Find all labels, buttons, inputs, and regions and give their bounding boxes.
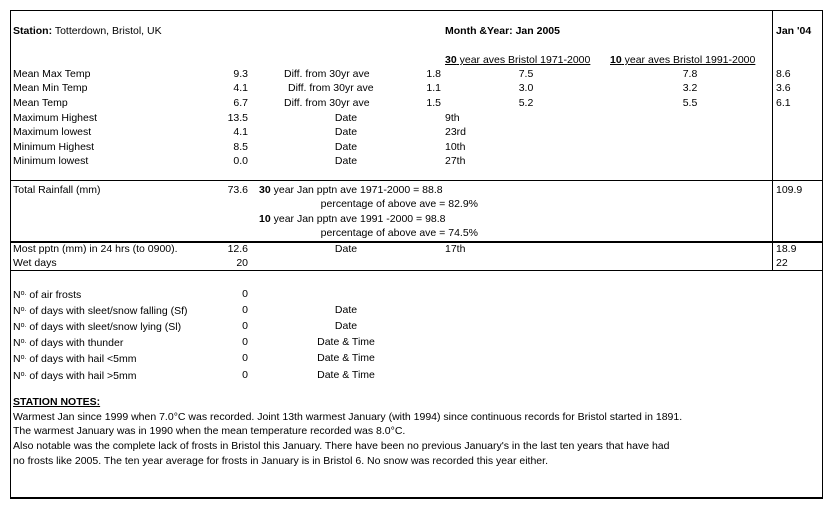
extreme-date-label: Date xyxy=(334,126,358,138)
extreme-date-label: Date xyxy=(334,155,358,167)
month-year: Month &Year: Jan 2005 xyxy=(445,25,560,37)
rainfall-prev: 109.9 xyxy=(776,184,803,196)
frame-left xyxy=(10,10,11,499)
temp-diff: 1.8 xyxy=(426,68,441,80)
divider-after-wetdays xyxy=(10,270,823,271)
divider-after-temps xyxy=(10,180,823,181)
temp-ave10: 7.8 xyxy=(682,68,698,80)
temp-diff-label: Diff. from 30yr ave xyxy=(284,68,370,80)
most-pptn-value: 12.6 xyxy=(227,243,248,255)
extreme-date-label: Date xyxy=(334,141,358,153)
extreme-date-label: Date xyxy=(334,112,358,124)
temp-value: 6.7 xyxy=(233,97,248,109)
extreme-value: 4.1 xyxy=(233,126,248,138)
wet-days-value: 20 xyxy=(236,257,248,269)
temp-ave30: 7.5 xyxy=(518,68,534,80)
count-date-label: Date & Time xyxy=(317,336,375,348)
count-date-label: Date & Time xyxy=(317,352,375,364)
extreme-date: 9th xyxy=(445,112,460,124)
count-label: $N^{o.}$ of days with sleet/snow lying (Sl) xyxy=(13,321,182,333)
temp-label: Mean Max Temp xyxy=(13,68,91,80)
station-notes-line: no frosts like 2005. The ten year average for frosts in January is in Bristol 6. No snow was recorded this year either. xyxy=(13,455,548,467)
count-value: 0 xyxy=(242,352,248,364)
temp-ave30: 3.0 xyxy=(518,82,534,94)
station-label: Station: xyxy=(13,25,53,37)
count-label: $N^{o.}$ of days with hail <5mm xyxy=(13,353,137,365)
extreme-label: Minimum lowest xyxy=(13,155,89,167)
station-notes-line: Also notable was the complete lack of frosts in Bristol this January. There have been no previous January's in the last ten years that have had xyxy=(13,440,670,452)
frame-top xyxy=(10,10,823,11)
extreme-date: 23rd xyxy=(445,126,467,138)
station-value: Totterdown, Bristol, UK xyxy=(54,25,162,37)
station-notes-title: STATION NOTES: xyxy=(13,396,101,408)
station-notes-line: The warmest January was in 1990 when the mean temperature recorded was 8.0°C. xyxy=(13,425,406,437)
rainfall-ave30: 30 year Jan pptn ave 1971-2000 = 88.8 xyxy=(259,184,443,196)
most-pptn-date: 17th xyxy=(445,243,466,255)
temp-ave10: 5.5 xyxy=(682,97,698,109)
temp-diff-label: Diff. from 30yr ave xyxy=(284,97,370,109)
count-label: $N^{o.}$ of days with hail >5mm xyxy=(13,370,137,382)
compare-column-divider xyxy=(772,10,773,270)
temp-label: Mean Temp xyxy=(13,97,68,109)
temp-prev: 8.6 xyxy=(776,68,791,80)
most-pptn-date-label: Date xyxy=(334,243,358,255)
temp-ave30: 5.2 xyxy=(518,97,534,109)
extreme-date: 27th xyxy=(445,155,466,167)
extreme-label: Maximum Highest xyxy=(13,112,98,124)
extreme-date: 10th xyxy=(445,141,466,153)
rainfall-ave10: 10 year Jan pptn ave 1991 -2000 = 98.8 xyxy=(259,213,446,225)
count-value: 0 xyxy=(242,288,248,300)
count-label: $N^{o.}$ of days with thunder xyxy=(13,337,124,349)
count-value: 0 xyxy=(242,336,248,348)
temp-diff: 1.1 xyxy=(426,82,441,94)
temp-diff-label: Diff. from 30yr ave xyxy=(288,82,374,94)
wet-days-prev: 22 xyxy=(776,257,788,269)
wet-days-label: Wet days xyxy=(13,257,57,269)
station-notes-line: Warmest Jan since 1999 when 7.0°C was recorded. Joint 13th warmest January (with 1994) since continuous records for Bristol started in 1891. xyxy=(13,411,683,423)
rainfall-label: Total Rainfall (mm) xyxy=(13,184,101,196)
rainfall-ave10-percentage: percentage of above ave = 74.5% xyxy=(320,227,478,239)
ave30-header: 30 year aves Bristol 1971-2000 xyxy=(445,54,591,66)
temp-diff: 1.5 xyxy=(426,97,441,109)
rainfall-ave30-percentage: percentage of above ave = 82.9% xyxy=(320,198,478,210)
station-heading xyxy=(13,25,162,37)
temp-label: Mean Min Temp xyxy=(13,82,88,94)
extreme-value: 13.5 xyxy=(227,112,248,124)
frame-right xyxy=(822,10,823,499)
most-pptn-label: Most pptn (mm) in 24 hrs (to 0900). xyxy=(13,243,178,255)
count-value: 0 xyxy=(242,320,248,332)
temp-value: 4.1 xyxy=(233,82,248,94)
extreme-label: Minimum Highest xyxy=(13,141,95,153)
extreme-label: Maximum lowest xyxy=(13,126,92,138)
temp-value: 9.3 xyxy=(233,68,248,80)
count-label: $N^{o.}$ of air frosts xyxy=(13,289,82,301)
count-value: 0 xyxy=(242,304,248,316)
frame-bottom xyxy=(10,497,823,499)
count-label: $N^{o.}$ of days with sleet/snow falling (Sf) xyxy=(13,305,188,317)
temp-prev: 6.1 xyxy=(776,97,791,109)
temp-ave10: 3.2 xyxy=(682,82,698,94)
ave10-header: 10 year aves Bristol 1991-2000 xyxy=(610,54,756,66)
temp-prev: 3.6 xyxy=(776,82,791,94)
rainfall-value: 73.6 xyxy=(227,184,248,196)
count-value: 0 xyxy=(242,369,248,381)
count-date-label: Date xyxy=(334,304,358,316)
compare-column-title: Jan '04 xyxy=(776,25,812,37)
extreme-value: 8.5 xyxy=(233,141,248,153)
most-pptn-prev: 18.9 xyxy=(776,243,797,255)
count-date-label: Date & Time xyxy=(317,369,375,381)
extreme-value: 0.0 xyxy=(233,155,248,167)
count-date-label: Date xyxy=(334,320,358,332)
